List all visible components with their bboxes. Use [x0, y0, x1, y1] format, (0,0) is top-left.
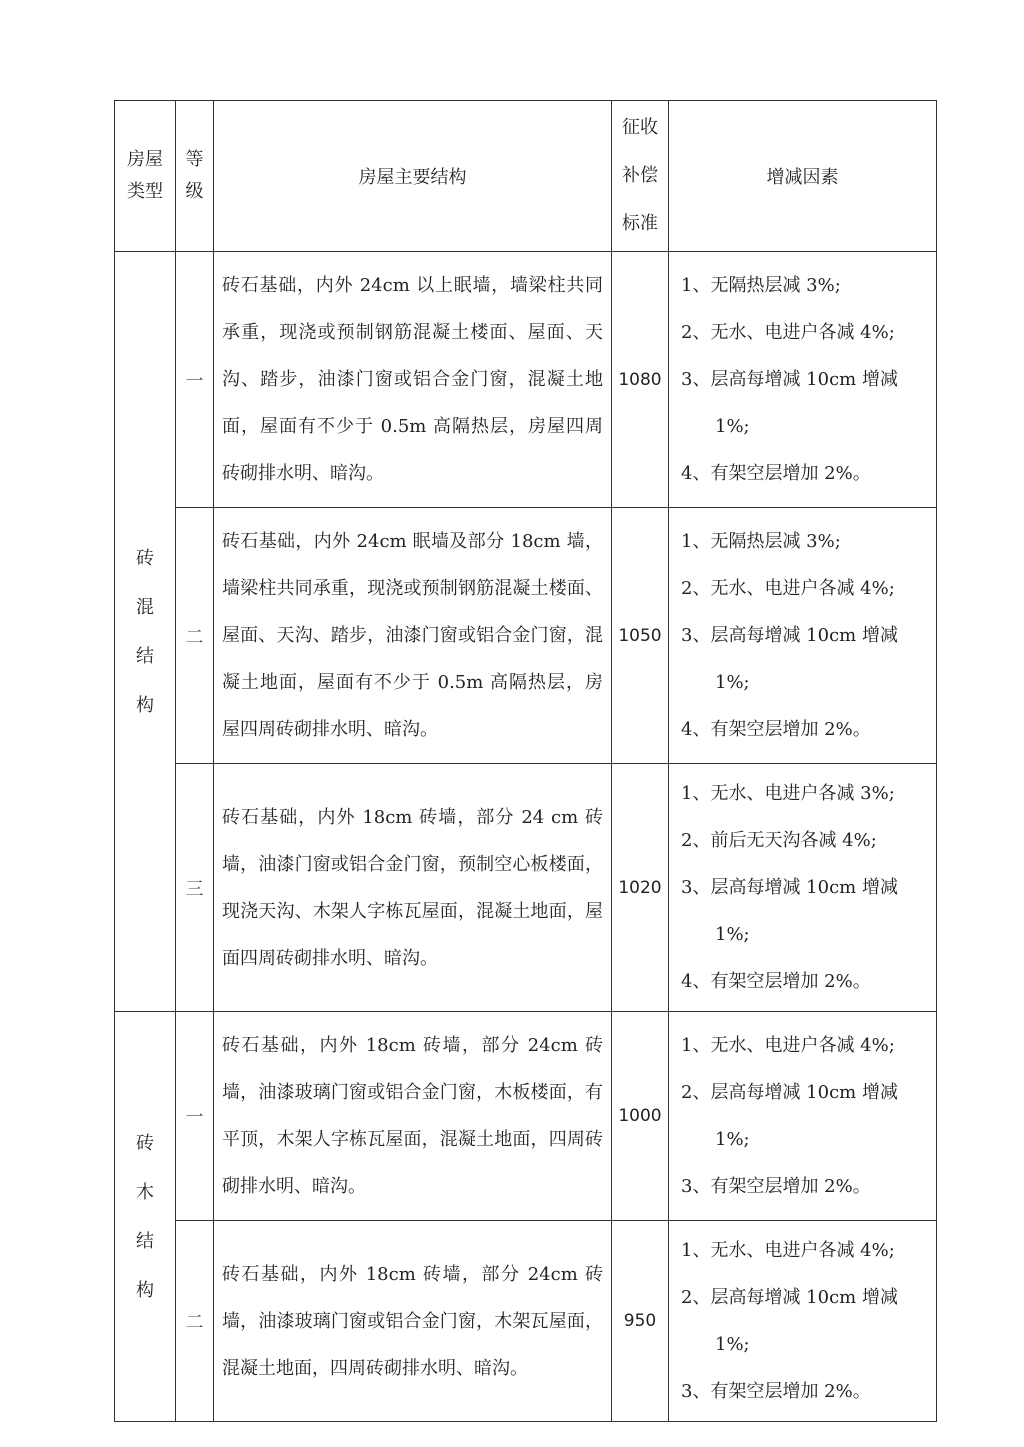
header-structure: 房屋主要结构	[214, 101, 612, 252]
standard-cell: 1000	[612, 1012, 669, 1221]
standard-cell: 1080	[612, 252, 669, 508]
factor-line: 2、无水、电进户各减 4%;	[681, 322, 895, 343]
factor-line: 1、无隔热层减 3%;	[681, 275, 841, 296]
factor-line: 1%;	[715, 672, 750, 693]
factors-cell	[669, 1012, 937, 1221]
factor-line: 4、有架空层增加 2%。	[681, 463, 871, 484]
house-type-cell	[115, 252, 176, 1012]
house-type-char: 构	[136, 694, 154, 716]
factors-cell	[669, 508, 937, 764]
factor-line: 2、无水、电进户各减 4%;	[681, 578, 895, 599]
factor-line: 3、层高每增减 10cm 增减	[681, 625, 898, 646]
structure-cell: 砖石基础，内外 18cm 砖墙，部分 24cm 砖墙，油漆玻璃门窗或铝合金门窗，木板楼面，有平顶，木架人字栋瓦屋面，混凝土地面，四周砖砌排水明、暗沟。	[214, 1012, 612, 1221]
factor-line: 4、有架空层增加 2%。	[681, 971, 871, 992]
factors-cell	[669, 764, 937, 1012]
factors-cell	[669, 252, 937, 508]
header-grade	[176, 101, 214, 252]
factor-line: 1%;	[715, 1129, 750, 1150]
grade-cell: 二	[176, 1221, 214, 1422]
factor-line: 1、无水、电进户各减 4%;	[681, 1240, 895, 1261]
header-house-type	[115, 101, 176, 252]
factor-line: 4、有架空层增加 2%。	[681, 719, 871, 740]
header-standard-line-2: 补偿	[622, 165, 658, 186]
house-type-char: 结	[136, 1230, 154, 1252]
factor-line: 3、层高每增减 10cm 增减	[681, 877, 898, 898]
house-type-char: 木	[136, 1181, 154, 1203]
standard-cell: 1020	[612, 764, 669, 1012]
factor-line: 1%;	[715, 1334, 750, 1355]
house-type-char: 构	[136, 1279, 154, 1301]
factor-line: 1、无水、电进户各减 3%;	[681, 783, 895, 804]
factor-line: 3、层高每增减 10cm 增减	[681, 369, 898, 390]
structure-cell: 砖石基础，内外 24cm 眠墙及部分 18cm 墙，墙梁柱共同承重，现浇或预制钢筋混凝土楼面、屋面、天沟、踏步，油漆门窗或铝合金门窗，混凝土地面，屋面有不少于 0.5m 高隔热层，房屋四周砖砌排水明、暗沟。	[214, 508, 612, 764]
factor-line: 2、层高每增减 10cm 增减	[681, 1082, 898, 1103]
table-row	[115, 1221, 937, 1422]
compensation-table	[114, 100, 937, 1422]
header-row	[115, 101, 937, 252]
header-standard-line-1: 征收	[622, 117, 658, 138]
header-type-line-2: 类型	[127, 181, 163, 202]
structure-cell: 砖石基础，内外 18cm 砖墙，部分 24 cm 砖墙，油漆门窗或铝合金门窗，预制空心板楼面，现浇天沟、木架人字栋瓦屋面，混凝土地面，屋面四周砖砌排水明、暗沟。	[214, 764, 612, 1012]
house-type-char: 混	[136, 596, 154, 618]
house-type-char: 结	[136, 645, 154, 667]
grade-cell: 二	[176, 508, 214, 764]
factor-line: 1%;	[715, 416, 750, 437]
header-grade-line-1: 等	[185, 148, 204, 170]
grade-cell: 一	[176, 252, 214, 508]
header-standard-line-3: 标准	[622, 213, 658, 234]
standard-cell: 1050	[612, 508, 669, 764]
house-type-cell	[115, 1012, 176, 1422]
house-type-char: 砖	[136, 1132, 154, 1154]
factor-line: 3、有架空层增加 2%。	[681, 1381, 871, 1402]
table-row	[115, 252, 937, 508]
grade-cell: 一	[176, 1012, 214, 1221]
header-factors: 增减因素	[669, 101, 937, 252]
header-standard	[612, 101, 669, 252]
factor-line: 1、无水、电进户各减 4%;	[681, 1035, 895, 1056]
factor-line: 1、无隔热层减 3%;	[681, 531, 841, 552]
structure-cell: 砖石基础，内外 18cm 砖墙，部分 24cm 砖墙，油漆玻璃门窗或铝合金门窗，木架瓦屋面，混凝土地面，四周砖砌排水明、暗沟。	[214, 1221, 612, 1422]
header-type-line-1: 房屋	[127, 148, 163, 170]
factor-line: 2、层高每增减 10cm 增减	[681, 1287, 898, 1308]
structure-cell: 砖石基础，内外 24cm 以上眠墙，墙梁柱共同承重，现浇或预制钢筋混凝土楼面、屋面、天沟、踏步，油漆门窗或铝合金门窗，混凝土地面，屋面有不少于 0.5m 高隔热层，房屋四周砖砌排水明、暗沟。	[214, 252, 612, 508]
standard-cell: 950	[612, 1221, 669, 1422]
factor-line: 2、前后无天沟各减 4%;	[681, 830, 877, 851]
table-row	[115, 764, 937, 1012]
table-row	[115, 1012, 937, 1221]
house-type-char: 砖	[136, 547, 154, 569]
factors-cell	[669, 1221, 937, 1422]
table-row	[115, 508, 937, 764]
grade-cell: 三	[176, 764, 214, 1012]
factor-line: 3、有架空层增加 2%。	[681, 1176, 871, 1197]
header-grade-line-2: 级	[185, 181, 204, 202]
factor-line: 1%;	[715, 924, 750, 945]
